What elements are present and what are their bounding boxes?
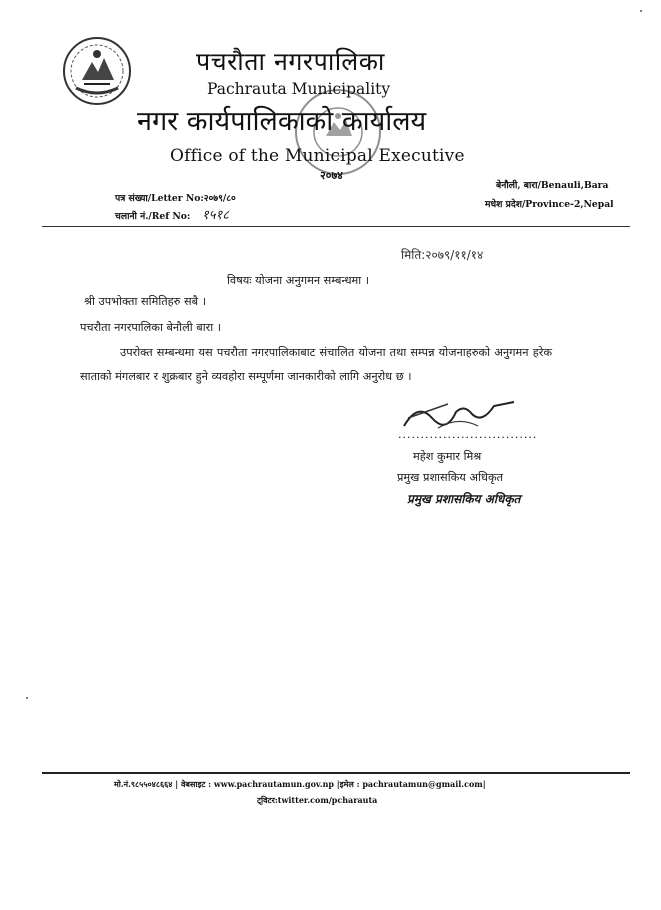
scan-speck	[640, 10, 642, 12]
designation-stamp: प्रमुख प्रशासकिय अधिकृत	[407, 492, 521, 506]
recipient-line-2: पचरौता नगरपालिका बेनौली बारा ।	[80, 321, 222, 334]
footer-contact: मो.नं.९८५५०४८६६४ | वेबसाइट : www.pachrautamun.gov.np |इमेल : pachrautamun@gmail.com|	[114, 779, 486, 789]
signature-line: ...............................	[398, 428, 538, 441]
seal-year: २०७४	[320, 169, 343, 182]
letter-date: मिति:२०७९/११/१४	[401, 248, 484, 262]
letter-number: पत्र संख्या/Letter No:२०७९/८०	[115, 193, 236, 204]
signatory-designation: प्रमुख प्रशासकिय अधिकृत	[397, 471, 504, 484]
ref-number-value: १५१८	[202, 208, 230, 223]
address-line-2: मधेश प्रदेश/Province-2,Nepal	[485, 199, 614, 210]
recipient-line-1: श्री उपभोक्ता समितिहरु सबै ।	[84, 295, 206, 308]
municipality-name-np: पचरौता नगरपालिका	[196, 47, 385, 76]
nepal-emblem-icon	[62, 36, 132, 106]
signature-scribble-icon	[398, 398, 518, 432]
letter-subject: विषयः योजना अनुगमन सम्बन्धमा ।	[227, 274, 370, 287]
signatory-name: महेश कुमार मिश्र	[413, 450, 482, 463]
footer-divider	[42, 772, 630, 774]
address-line-1: बेनौली, बारा/Benauli,Bara	[496, 180, 609, 191]
ref-number-label: चलानी नं./Ref No:	[115, 211, 191, 222]
scan-speck	[26, 697, 28, 699]
footer-twitter: ट्वि़टर:twitter.com/pcharauta	[257, 795, 378, 805]
office-name-np: नगर कार्यपालिकाको कार्यालय	[137, 106, 427, 137]
header-divider	[42, 226, 630, 227]
municipality-name-en: Pachrauta Municipality	[207, 80, 391, 98]
letter-body: उपरोक्त सम्बन्धमा यस पचरौता नगरपालिकाबाट संचालित योजना तथा सम्पन्न योजनाहरुको अनुगमन हरेक साताको मंगलबार र शुक्रबार हुने व्यवहोरा सम्पूर्णमा जानकारीको लागि अनुरोध छ ।	[80, 346, 552, 383]
office-name-en: Office of the Municipal Executive	[170, 146, 465, 166]
